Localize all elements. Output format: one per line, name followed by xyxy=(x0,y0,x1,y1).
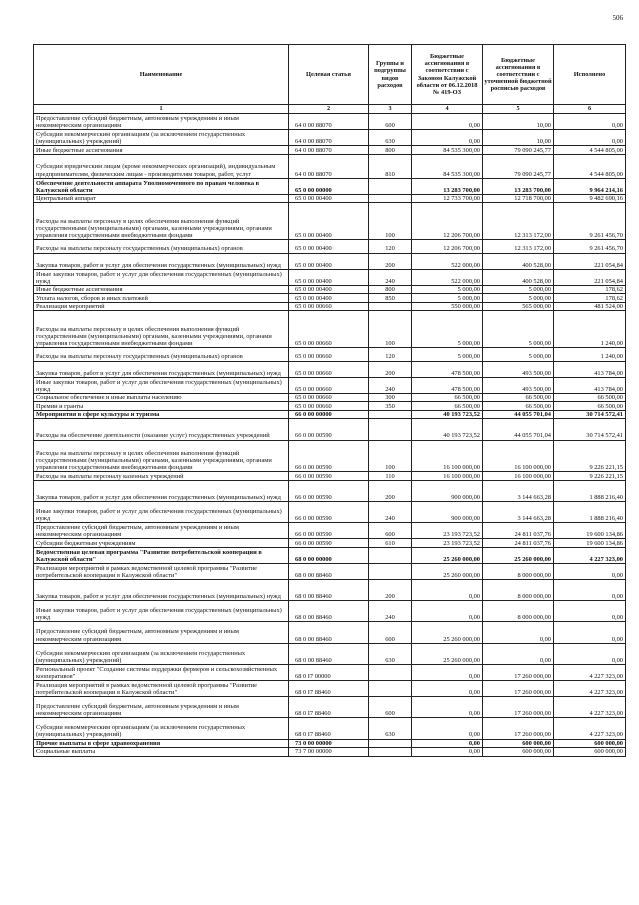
row-refined-amount: 600 000,00 xyxy=(483,739,554,748)
row-name: Расходы на выплаты персоналу в целях обеспечения выполнения функций государственными (муниципальными) органами, казенными учреждениями, органами управления государственными внебюджетными фондами xyxy=(34,203,289,240)
row-executed-amount: 30 714 572,41 xyxy=(554,419,626,440)
row-refined-amount: 400 528,00 xyxy=(483,253,554,269)
row-law-amount: 16 100 000,00 xyxy=(412,472,483,481)
col-number: 1 xyxy=(34,105,289,114)
table-row xyxy=(34,480,626,501)
header-name: Наименование xyxy=(34,45,289,105)
row-law-amount: 25 260 000,00 xyxy=(412,547,483,563)
row-group: 100 xyxy=(369,203,412,240)
row-code: 65 0 00 00400 xyxy=(289,203,369,240)
row-code: 73 7 00 00000 xyxy=(289,748,369,757)
row-refined-amount: 16 100 000,00 xyxy=(483,472,554,481)
row-group xyxy=(369,563,412,579)
table-row xyxy=(34,501,626,522)
row-name: Предоставление субсидий бюджетным, автономным учреждениям и иным некоммерческим организациям xyxy=(34,622,289,643)
table-body xyxy=(34,114,626,757)
row-name: Социальное обеспечение и иные выплаты населению xyxy=(34,393,289,402)
row-law-amount: 0,00 xyxy=(412,664,483,680)
table-row xyxy=(34,178,626,194)
row-code: 66 0 00 00590 xyxy=(289,480,369,501)
table-row xyxy=(34,269,626,285)
row-code: 64 0 00 88070 xyxy=(289,114,369,130)
row-refined-amount: 17 260 000,00 xyxy=(483,697,554,718)
row-name: Субсидии некоммерческим организациям (за исключением государственных (муниципальных) учреждений) xyxy=(34,130,289,146)
row-law-amount: 900 000,00 xyxy=(412,501,483,522)
row-code: 68 0 00 88460 xyxy=(289,580,369,601)
row-code: 65 0 00 00660 xyxy=(289,311,369,348)
row-refined-amount: 24 811 037,76 xyxy=(483,539,554,548)
row-law-amount: 0,00 xyxy=(412,130,483,146)
table-row xyxy=(34,472,626,481)
row-law-amount: 550 000,00 xyxy=(412,302,483,311)
row-name: Прочие выплаты в сфере здравоохранения xyxy=(34,739,289,748)
row-refined-amount: 17 260 000,00 xyxy=(483,718,554,739)
row-refined-amount: 5 000,00 xyxy=(483,294,554,303)
table-row xyxy=(34,697,626,718)
row-law-amount: 25 260 000,00 xyxy=(412,622,483,643)
row-group: 800 xyxy=(369,285,412,294)
row-executed-amount: 66 500,00 xyxy=(554,402,626,411)
row-group: 630 xyxy=(369,718,412,739)
row-law-amount: 0,00 xyxy=(412,718,483,739)
row-code: 68 0 00 88460 xyxy=(289,563,369,579)
table-row xyxy=(34,311,626,348)
row-executed-amount: 4 227 323,00 xyxy=(554,681,626,697)
row-executed-amount: 178,62 xyxy=(554,294,626,303)
row-executed-amount: 1 888 216,40 xyxy=(554,480,626,501)
table-row xyxy=(34,410,626,419)
row-group: 630 xyxy=(369,130,412,146)
row-law-amount: 66 500,00 xyxy=(412,402,483,411)
table-row xyxy=(34,547,626,563)
table-row xyxy=(34,419,626,440)
header-code: Целевая статья xyxy=(289,45,369,105)
row-law-amount: 40 193 723,52 xyxy=(412,419,483,440)
row-executed-amount: 4 544 805,00 xyxy=(554,146,626,155)
row-group xyxy=(369,547,412,563)
row-executed-amount: 1 888 216,40 xyxy=(554,501,626,522)
row-law-amount: 0,00 xyxy=(412,697,483,718)
row-group: 240 xyxy=(369,377,412,393)
row-group: 300 xyxy=(369,393,412,402)
col-number: 4 xyxy=(412,105,483,114)
table-row xyxy=(34,393,626,402)
row-refined-amount: 565 000,00 xyxy=(483,302,554,311)
row-group xyxy=(369,739,412,748)
row-refined-amount: 12 313 172,00 xyxy=(483,203,554,240)
row-refined-amount: 16 100 000,00 xyxy=(483,440,554,472)
header-law: Бюджетные ассигнования в соответствии с Законом Калужской области от 06.12.2018 № 419-ОЗ xyxy=(412,45,483,105)
row-group: 630 xyxy=(369,643,412,664)
table-row xyxy=(34,294,626,303)
row-code: 66 0 00 00590 xyxy=(289,440,369,472)
row-group xyxy=(369,410,412,419)
page-number: 506 xyxy=(612,14,623,22)
row-refined-amount: 3 144 663,28 xyxy=(483,501,554,522)
row-refined-amount: 44 055 701,04 xyxy=(483,410,554,419)
row-code: 65 0 00 00400 xyxy=(289,240,369,254)
table-row xyxy=(34,664,626,680)
header-executed: Исполнено xyxy=(554,45,626,105)
row-law-amount: 478 500,00 xyxy=(412,377,483,393)
row-law-amount: 900 000,00 xyxy=(412,480,483,501)
row-law-amount: 5 000,00 xyxy=(412,285,483,294)
row-executed-amount: 9 261 456,70 xyxy=(554,240,626,254)
row-name: Субсидии бюджетным учреждениям xyxy=(34,539,289,548)
row-code: 65 0 00 00400 xyxy=(289,294,369,303)
row-executed-amount: 0,00 xyxy=(554,114,626,130)
table-row xyxy=(34,154,626,178)
row-refined-amount: 5 000,00 xyxy=(483,311,554,348)
col-number: 5 xyxy=(483,105,554,114)
column-number-row xyxy=(34,105,626,114)
row-executed-amount: 1 240,00 xyxy=(554,311,626,348)
row-group: 100 xyxy=(369,440,412,472)
row-group: 240 xyxy=(369,501,412,522)
row-executed-amount: 9 964 214,16 xyxy=(554,178,626,194)
row-group: 610 xyxy=(369,539,412,548)
table-row xyxy=(34,302,626,311)
row-name: Мероприятия в сфере культуры и туризма xyxy=(34,410,289,419)
row-code: 68 0 00 88460 xyxy=(289,622,369,643)
row-name: Субсидии некоммерческим организациям (за исключением государственных (муниципальных) учреждений) xyxy=(34,718,289,739)
row-code: 66 0 00 00000 xyxy=(289,410,369,419)
row-group: 240 xyxy=(369,601,412,622)
row-group: 200 xyxy=(369,480,412,501)
row-law-amount: 16 100 000,00 xyxy=(412,440,483,472)
row-name: Премии и гранты xyxy=(34,402,289,411)
table-row xyxy=(34,194,626,203)
row-law-amount: 478 500,00 xyxy=(412,361,483,377)
row-group: 810 xyxy=(369,154,412,178)
row-executed-amount: 481 524,00 xyxy=(554,302,626,311)
row-law-amount: 522 000,00 xyxy=(412,253,483,269)
row-refined-amount: 5 000,00 xyxy=(483,348,554,362)
row-executed-amount: 19 600 134,86 xyxy=(554,523,626,539)
table-row xyxy=(34,718,626,739)
row-refined-amount: 12 718 700,00 xyxy=(483,194,554,203)
table-row xyxy=(34,377,626,393)
row-law-amount: 0,00 xyxy=(412,580,483,601)
row-group xyxy=(369,178,412,194)
row-law-amount: 84 535 300,00 xyxy=(412,146,483,155)
row-refined-amount: 25 260 000,00 xyxy=(483,547,554,563)
row-name: Расходы на выплаты персоналу в целях обеспечения выполнения функций государственными (муниципальными) органами, казенными учреждениями, органами управления государственными внебюджетными фондами xyxy=(34,311,289,348)
row-law-amount: 0,00 xyxy=(412,739,483,748)
budget-table xyxy=(33,44,626,757)
row-executed-amount: 0,00 xyxy=(554,601,626,622)
row-code: 68 0 I7 88460 xyxy=(289,681,369,697)
row-name: Закупка товаров, работ и услуг для обеспечения государственных (муниципальных) нужд xyxy=(34,580,289,601)
row-executed-amount: 19 600 134,86 xyxy=(554,539,626,548)
row-executed-amount: 413 784,00 xyxy=(554,361,626,377)
row-code: 64 0 00 88070 xyxy=(289,146,369,155)
row-executed-amount: 9 226 221,15 xyxy=(554,440,626,472)
row-executed-amount: 4 544 805,00 xyxy=(554,154,626,178)
row-refined-amount: 3 144 663,28 xyxy=(483,480,554,501)
row-executed-amount: 0,00 xyxy=(554,563,626,579)
row-name: Расходы на выплаты персоналу государственных (муниципальных) органов xyxy=(34,240,289,254)
row-name: Иные бюджетные ассигнования xyxy=(34,285,289,294)
table-row xyxy=(34,203,626,240)
row-law-amount: 5 000,00 xyxy=(412,311,483,348)
row-refined-amount: 8 000 000,00 xyxy=(483,601,554,622)
row-refined-amount: 13 283 700,00 xyxy=(483,178,554,194)
row-executed-amount: 9 261 456,70 xyxy=(554,203,626,240)
table-row xyxy=(34,748,626,757)
row-refined-amount: 17 260 000,00 xyxy=(483,681,554,697)
row-code: 65 0 00 00660 xyxy=(289,361,369,377)
row-name: Реализация мероприятий xyxy=(34,302,289,311)
table-row xyxy=(34,681,626,697)
row-group xyxy=(369,664,412,680)
row-executed-amount: 4 227 323,00 xyxy=(554,664,626,680)
row-code: 65 0 00 00660 xyxy=(289,402,369,411)
row-law-amount: 12 206 700,00 xyxy=(412,203,483,240)
row-code: 65 0 00 00660 xyxy=(289,302,369,311)
table-row xyxy=(34,739,626,748)
row-refined-amount: 8 000 000,00 xyxy=(483,563,554,579)
row-name: Расходы на обеспечение деятельности (оказание услуг) государственных учреждений xyxy=(34,419,289,440)
row-law-amount: 84 535 300,00 xyxy=(412,154,483,178)
row-name: Закупка товаров, работ и услуг для обеспечения государственных (муниципальных) нужд xyxy=(34,253,289,269)
row-executed-amount: 9 226 221,15 xyxy=(554,472,626,481)
row-refined-amount: 400 528,00 xyxy=(483,269,554,285)
row-law-amount: 25 260 000,00 xyxy=(412,563,483,579)
row-group: 110 xyxy=(369,472,412,481)
row-group: 200 xyxy=(369,580,412,601)
table-row xyxy=(34,402,626,411)
row-code: 64 0 00 88070 xyxy=(289,154,369,178)
row-code: 65 0 00 00400 xyxy=(289,285,369,294)
row-executed-amount: 221 054,84 xyxy=(554,269,626,285)
row-law-amount: 12 206 700,00 xyxy=(412,240,483,254)
row-executed-amount: 4 227 323,00 xyxy=(554,547,626,563)
row-refined-amount: 66 500,00 xyxy=(483,393,554,402)
row-group xyxy=(369,419,412,440)
row-group: 600 xyxy=(369,114,412,130)
row-refined-amount: 17 260 000,00 xyxy=(483,664,554,680)
row-code: 64 0 00 88070 xyxy=(289,130,369,146)
row-law-amount: 25 260 000,00 xyxy=(412,643,483,664)
table-row xyxy=(34,146,626,155)
row-code: 68 0 00 88460 xyxy=(289,601,369,622)
row-code: 65 0 00 00660 xyxy=(289,348,369,362)
row-code: 65 0 00 00400 xyxy=(289,269,369,285)
table-row xyxy=(34,601,626,622)
row-executed-amount: 0,00 xyxy=(554,643,626,664)
row-name: Расходы на выплаты персоналу в целях обеспечения выполнения функций государственными (муниципальными) органами, казенными учреждениями, органами управления государственными внебюджетными фондами xyxy=(34,440,289,472)
row-group xyxy=(369,681,412,697)
row-law-amount: 0,00 xyxy=(412,114,483,130)
table-row xyxy=(34,523,626,539)
row-name: Закупка товаров, работ и услуг для обеспечения государственных (муниципальных) нужд xyxy=(34,480,289,501)
table-row xyxy=(34,240,626,254)
table-row xyxy=(34,580,626,601)
row-executed-amount: 0,00 xyxy=(554,580,626,601)
row-refined-amount: 44 055 701,04 xyxy=(483,419,554,440)
row-group xyxy=(369,748,412,757)
row-name: Иные закупки товаров, работ и услуг для обеспечения государственных (муниципальных) нужд xyxy=(34,601,289,622)
row-name: Иные закупки товаров, работ и услуг для обеспечения государственных (муниципальных) нужд xyxy=(34,269,289,285)
row-refined-amount: 8 000 000,00 xyxy=(483,580,554,601)
row-executed-amount: 0,00 xyxy=(554,130,626,146)
row-refined-amount: 24 811 037,76 xyxy=(483,523,554,539)
row-group xyxy=(369,194,412,203)
row-refined-amount: 0,00 xyxy=(483,643,554,664)
row-name: Региональный проект "Создание системы поддержки фермеров и сельскохозяйственных кооперативов" xyxy=(34,664,289,680)
row-law-amount: 66 500,00 xyxy=(412,393,483,402)
row-code: 68 0 I7 00000 xyxy=(289,664,369,680)
header-row xyxy=(34,45,626,105)
row-refined-amount: 12 313 172,00 xyxy=(483,240,554,254)
row-law-amount: 23 193 723,52 xyxy=(412,523,483,539)
row-law-amount: 5 000,00 xyxy=(412,294,483,303)
row-law-amount: 5 000,00 xyxy=(412,348,483,362)
row-name: Расходы на выплаты персоналу казенных учреждений xyxy=(34,472,289,481)
table-row xyxy=(34,643,626,664)
table-row xyxy=(34,622,626,643)
row-name: Реализация мероприятий в рамках ведомственной целевой программы "Развитие потребительской кооперации в Калужской области" xyxy=(34,563,289,579)
row-executed-amount: 30 714 572,41 xyxy=(554,410,626,419)
row-name: Расходы на выплаты персоналу государственных (муниципальных) органов xyxy=(34,348,289,362)
row-code: 65 0 00 00400 xyxy=(289,253,369,269)
table-row xyxy=(34,253,626,269)
row-refined-amount: 493 500,00 xyxy=(483,377,554,393)
row-refined-amount: 79 090 245,77 xyxy=(483,146,554,155)
row-group: 100 xyxy=(369,311,412,348)
table-row xyxy=(34,348,626,362)
row-executed-amount: 600 000,00 xyxy=(554,748,626,757)
row-name: Ведомственная целевая программа "Развитие потребительской кооперации в Калужской области" xyxy=(34,547,289,563)
row-refined-amount: 5 000,00 xyxy=(483,285,554,294)
row-executed-amount: 9 482 690,16 xyxy=(554,194,626,203)
row-group: 200 xyxy=(369,361,412,377)
row-code: 66 0 00 00590 xyxy=(289,419,369,440)
row-executed-amount: 600 000,00 xyxy=(554,739,626,748)
row-name: Закупка товаров, работ и услуг для обеспечения государственных (муниципальных) нужд xyxy=(34,361,289,377)
row-refined-amount: 493 500,00 xyxy=(483,361,554,377)
row-code: 66 0 00 00590 xyxy=(289,501,369,522)
table-row xyxy=(34,563,626,579)
row-code: 66 0 00 00590 xyxy=(289,539,369,548)
header-refined: Бюджетные ассигнования в соответствии с уточненной бюджетной росписью расходов xyxy=(483,45,554,105)
row-executed-amount: 0,00 xyxy=(554,622,626,643)
row-law-amount: 12 733 700,00 xyxy=(412,194,483,203)
row-group: 600 xyxy=(369,523,412,539)
row-code: 68 0 I7 88460 xyxy=(289,697,369,718)
row-code: 65 0 00 00000 xyxy=(289,178,369,194)
row-refined-amount: 79 090 245,77 xyxy=(483,154,554,178)
table-row xyxy=(34,440,626,472)
row-name: Уплата налогов, сборов и иных платежей xyxy=(34,294,289,303)
row-name: Субсидии некоммерческим организациям (за исключением государственных (муниципальных) учреждений) xyxy=(34,643,289,664)
row-name: Субсидии юридическим лицам (кроме некоммерческих организаций), индивидуальным предпринимателям, физическим лицам - производителям товаров, работ, услуг xyxy=(34,154,289,178)
row-name: Предоставление субсидий бюджетным, автономным учреждениям и иным некоммерческим организациям xyxy=(34,697,289,718)
table-row xyxy=(34,130,626,146)
row-executed-amount: 221 054,84 xyxy=(554,253,626,269)
row-code: 68 0 I7 88460 xyxy=(289,718,369,739)
row-group: 600 xyxy=(369,697,412,718)
row-group: 200 xyxy=(369,253,412,269)
col-number: 3 xyxy=(369,105,412,114)
table-row xyxy=(34,539,626,548)
table-row xyxy=(34,361,626,377)
row-name: Предоставление субсидий бюджетным, автономным учреждениям и иным некоммерческим организациям xyxy=(34,523,289,539)
row-code: 66 0 00 00590 xyxy=(289,523,369,539)
row-code: 68 0 00 00000 xyxy=(289,547,369,563)
row-name: Предоставление субсидий бюджетным, автономным учреждениям и иным некоммерческим организациям xyxy=(34,114,289,130)
row-law-amount: 0,00 xyxy=(412,748,483,757)
row-name: Реализация мероприятий в рамках ведомственной целевой программы "Развитие потребительской кооперации в Калужской области" xyxy=(34,681,289,697)
row-code: 68 0 00 88460 xyxy=(289,643,369,664)
row-executed-amount: 4 227 323,00 xyxy=(554,697,626,718)
header-group: Группы и подгруппы видов расходов xyxy=(369,45,412,105)
row-group: 800 xyxy=(369,146,412,155)
row-refined-amount: 0,00 xyxy=(483,622,554,643)
table-row xyxy=(34,114,626,130)
row-name: Иные бюджетные ассигнования xyxy=(34,146,289,155)
row-refined-amount: 66 500,00 xyxy=(483,402,554,411)
row-refined-amount: 10,00 xyxy=(483,114,554,130)
row-law-amount: 522 000,00 xyxy=(412,269,483,285)
row-law-amount: 23 193 723,52 xyxy=(412,539,483,548)
row-law-amount: 40 193 723,52 xyxy=(412,410,483,419)
row-name: Иные закупки товаров, работ и услуг для обеспечения государственных (муниципальных) нужд xyxy=(34,501,289,522)
row-group: 350 xyxy=(369,402,412,411)
row-name: Центральный аппарат xyxy=(34,194,289,203)
row-law-amount: 13 283 700,00 xyxy=(412,178,483,194)
row-group: 850 xyxy=(369,294,412,303)
row-group: 600 xyxy=(369,622,412,643)
row-refined-amount: 10,00 xyxy=(483,130,554,146)
row-group: 120 xyxy=(369,348,412,362)
row-law-amount: 0,00 xyxy=(412,601,483,622)
row-code: 65 0 00 00660 xyxy=(289,377,369,393)
col-number: 2 xyxy=(289,105,369,114)
row-refined-amount: 600 000,00 xyxy=(483,748,554,757)
row-law-amount: 0,00 xyxy=(412,681,483,697)
row-executed-amount: 178,62 xyxy=(554,285,626,294)
row-executed-amount: 4 227 323,00 xyxy=(554,718,626,739)
row-executed-amount: 413 784,00 xyxy=(554,377,626,393)
row-name: Социальные выплаты xyxy=(34,748,289,757)
row-code: 65 0 00 00660 xyxy=(289,393,369,402)
row-executed-amount: 1 240,00 xyxy=(554,348,626,362)
col-number: 6 xyxy=(554,105,626,114)
row-group: 120 xyxy=(369,240,412,254)
row-name: Иные закупки товаров, работ и услуг для обеспечения государственных (муниципальных) нужд xyxy=(34,377,289,393)
row-code: 66 0 00 00590 xyxy=(289,472,369,481)
table-row xyxy=(34,285,626,294)
row-code: 65 0 00 00400 xyxy=(289,194,369,203)
row-group xyxy=(369,302,412,311)
row-code: 73 0 00 00000 xyxy=(289,739,369,748)
row-executed-amount: 66 500,00 xyxy=(554,393,626,402)
row-group: 240 xyxy=(369,269,412,285)
row-name: Обеспечение деятельности аппарата Уполномоченного по правам человека в Калужской области xyxy=(34,178,289,194)
